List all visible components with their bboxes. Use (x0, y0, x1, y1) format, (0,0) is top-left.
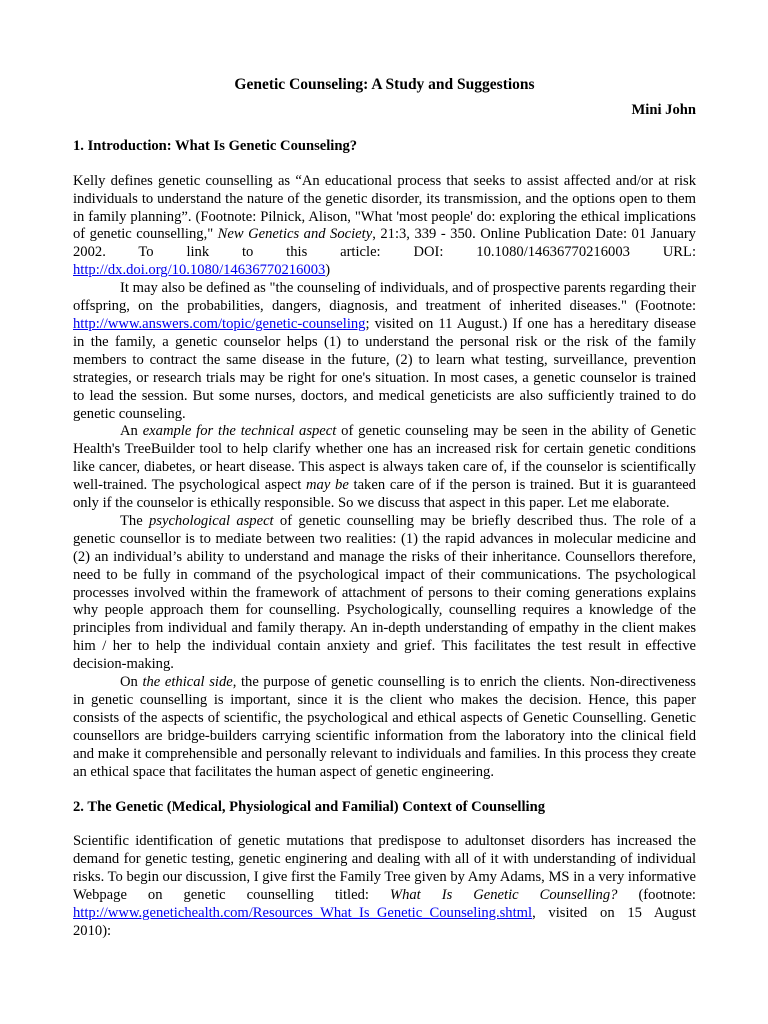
doi-link[interactable]: http://dx.doi.org/10.1080/14636770216003 (73, 262, 326, 279)
section-1-paragraph-3 (73, 423, 696, 513)
text-run: An (120, 423, 143, 440)
emphasis-text: the ethical side (142, 674, 233, 691)
text-run: (footnote: (617, 887, 696, 904)
section-2-paragraph-1 (73, 833, 696, 940)
text-run: , the purpose of genetic counselling is to enrich the clients. Non-directiveness in genetic counselling is important, since it is the client who makes the decision. Hence, this paper consists of the aspects of scientific, the psychological and ethical aspects of Genetic Counselling. Genetic counsellors are bridge-builders carrying scientific information from the laboratory into the clinical field and make it comprehensible and personally relevant to individuals and families. In this process they create an ethical space that facilitates the human aspect of genetic engineering. (73, 674, 696, 780)
section-1-paragraph-4 (73, 513, 696, 674)
section-1-paragraph-1 (73, 173, 696, 280)
text-run: of genetic counselling may be briefly described thus. The role of a genetic counsellor is to mediate between two realities: (1) the rapid advances in molecular medicine and (2) an individual’s ability to understand and manage the risks of their inheritance. Counsellors therefore, need to be fully in command of the psychological impact of their communications. The psychological processes involved within the framework of attachment of persons to their coming generations explains why people approach them for counselling. Psychologically, counselling requires a knowledge of the principles from individual and family therapy. An in-depth understanding of empathy in the client makes him / her to help the individual contain anxiety and grief. This facilitates the test result in effective decision-making. (73, 512, 696, 673)
text-run: Scientific identification of genetic mutations that predispose to adultonset disorders has increased the demand for genetic testing, genetic enginering and dealing with all of it with understanding of individual risks. To begin our discussion, I give first the Family Tree given by Amy Adams, MS in a very informative Webpage on genetic counselling titled: (73, 833, 696, 904)
text-run: It may also be defined as "the counseling of individuals, and of prospective parents regarding their offspring, on the probabilities, dangers, diagnosis, and treatment of inherited diseases." (Footnote: (73, 280, 696, 315)
text-run: Kelly defines genetic counselling as “An educational process that seeks to assist affected and/or at risk individuals to understand the nature of the genetic disorder, its transmission, and the options open to them in family planning”. (Footnote: Pilnick, Alison, "What 'most people' do: exploring the ethical implications of genetic counselling," (73, 172, 696, 243)
section-1-paragraph-2 (73, 280, 696, 423)
emphasis-text: may be (305, 477, 349, 494)
text-run: ) (325, 262, 331, 279)
section-1-paragraph-5 (73, 674, 696, 781)
genetichealth-link[interactable]: http://www.genetichealth.com/Resources_What_Is_Genetic_Counseling.shtml (73, 905, 533, 922)
answers-link[interactable]: http://www.answers.com/topic/genetic-counseling (73, 315, 366, 332)
text-run: ; visited on 11 August.) If one has a hereditary disease in the family, a genetic counselor helps (1) to understand the personal risk or the risk of the family members to contract the same disease in the future, (2) to learn what testing, surveillance, prevention strategies, or research trials may be right for one's situation. In most cases, a genetic counselor is trained to lead the session. But some nurses, doctors, and medical geneticists are also sufficiently trained to do genetic counseling. (73, 315, 696, 422)
document-title: Genetic Counseling: A Study and Suggestions (234, 76, 535, 93)
emphasis-text: psychological aspect (148, 512, 274, 529)
text-run: On (120, 674, 143, 691)
text-run: The (120, 512, 149, 529)
document-page (73, 70, 696, 941)
text-run: , visited on 15 August 2010): (73, 905, 696, 939)
emphasis-text: What Is Genetic Counselling? (389, 887, 618, 904)
emphasis-text: example for the technical aspect (142, 423, 337, 440)
text-run: taken care of if the person is trained. But it is guaranteed only if the counselor is ethically responsible. So we discuss that aspect in this paper. Let me elaborate. (73, 477, 696, 512)
section-1-heading: 1. Introduction: What Is Genetic Counseling? (73, 137, 358, 154)
text-run: of genetic counseling may be seen in the ability of Genetic Health's TreeBuilder tool to help clarify whether one has an increased risk for certain genetic conditions like cancer, diabetes, or heart disease. This aspect is always taken care of, if the counselor is scientifically well-trained. The psychological aspect (73, 423, 696, 494)
journal-title: New Genetics and Society (217, 226, 373, 243)
section-2-heading: 2. The Genetic (Medical, Physiological and Familial) Context of Counselling (73, 798, 545, 815)
author-name: Mini John (631, 101, 696, 118)
text-run: , 21:3, 339 - 350. Online Publication Date: 01 January 2002. To link to this article: DOI: 10.1080/14636770216003 URL: (73, 226, 696, 261)
